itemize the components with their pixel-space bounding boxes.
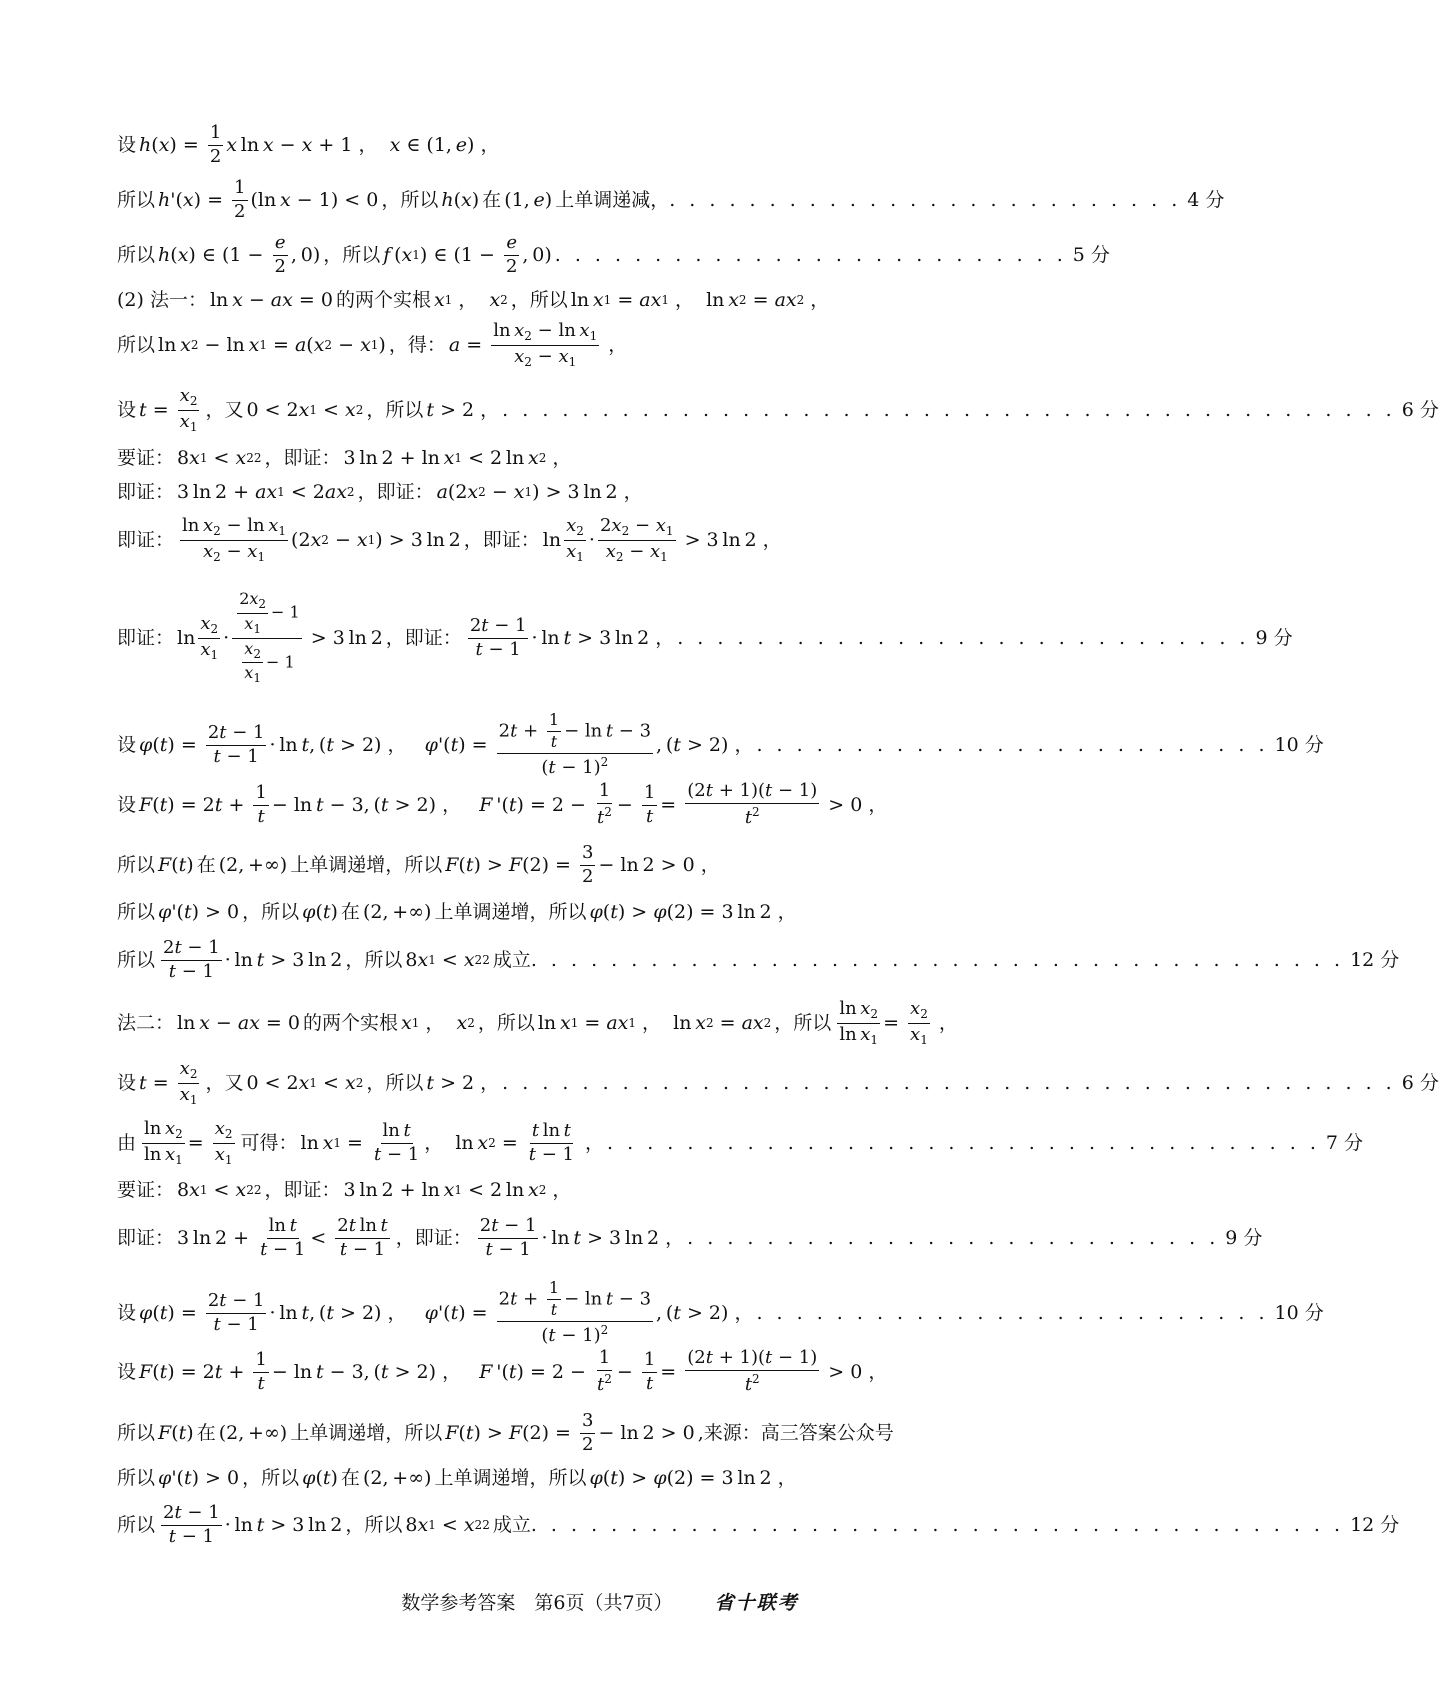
line-20: 即证： 3 ln 2 + $\frac{\text{ln t}}{t - 1}$ < $\frac{\text{2t ln t}}{t - 1}$ ，即证： $\frac{2t - 1}{t - 1}$ · ln t > 3 ln 2 ， . . . . . . . . . . . . . . . . . . . . . . . . . . . 9 分 xyxy=(117,1214,1263,1260)
line-7: 要证： 8 x 1 < x 2 2 ，即证： 3 ln 2 + ln x 1 < 2 ln x 2 ， xyxy=(117,446,572,469)
score: 4 分 xyxy=(1187,188,1225,211)
line-16: 法二： ln x − ax = 0 的两个实根 x 1 ， x 2 ，所以 ln x 1 = ax 1 ， ln x 2 = ax 2 ，所以 $\frac{\ln x_2}{\ln x_1}$ = $\frac{x_2}{x_1}$ ， xyxy=(117,997,958,1047)
line-22: 设 F ( t ) = 2 t + $\frac{1}{t}$ − ln t − 3, ( t > 2) ， F '( t ) = 2 − $\frac{1}{t^2}$ − $\frac{1}{t}$ = $\frac{(2t + 1)(t - 1)}{t^2}$ > 0 ， xyxy=(117,1347,888,1395)
line-14: 所以 φ '( t ) > 0 ，所以 φ ( t ) 在 (2, +∞) 上单调递增，所以 φ ( t ) > φ (2) = 3 ln 2 ， xyxy=(117,900,797,923)
line-25: 所以 $\frac{2t - 1}{t - 1}$ · ln t > 3 ln 2 ，所以 8 x 1 < x 2 2 成立 . . . . . . . . . . . . . . . . . . . . . . . . . . . . . . . . . . . . . . . . . 12 分 xyxy=(117,1501,1400,1547)
line-8: 即证： 3 ln 2 + ax 1 < 2 ax 2 ，即证： a (2 x 2 − x 1 ) > 3 ln 2 ， xyxy=(117,480,643,503)
line-12: 设 F ( t ) = 2 t + $\frac{1}{t}$ − ln t − 3, ( t > 2) ， F '( t ) = 2 − $\frac{1}{t^2}$ − $\frac{1}{t}$ = $\frac{(2t + 1)(t - 1)}{t^2}$ > 0 ， xyxy=(117,780,888,828)
line-11: 设 φ ( t ) = $\frac{2t - 1}{t - 1}$ · ln t , ( t > 2) ， φ '( t ) = 2t + $\frac{1}{t}$ − ln t − 3 $(t - 1)^2$ , ( t > 2) ， . . . . . . . . . . . . . . . . . . . . . . . . . . 10 分 xyxy=(117,710,1324,778)
line-18: 由 $\frac{\ln x_2}{\ln x_1}$ = $\frac{x_2}{x_1}$ 可得： ln x 1 = $\frac{\text{ln t}}{t - 1}$ ， ln x 2 = $\frac{\text{t ln t}}{t - 1}$ ， . . . . . . . . . . . . . . . . . . . . . . . . . . . . . . . . . . . . 7 分 xyxy=(117,1117,1363,1167)
line-24: 所以 φ '( t ) > 0 ，所以 φ ( t ) 在 (2, +∞) 上单调递增，所以 φ ( t ) > φ (2) = 3 ln 2 ， xyxy=(117,1466,797,1489)
footer-brand: 省十联考 xyxy=(714,1592,799,1614)
line-4: (2) 法一： ln x − ax = 0 的两个实根 x 1 ， x 2 ，所以 ln x 1 = ax 1 ， ln x 2 = ax 2 ， xyxy=(117,288,830,311)
line-1 xyxy=(117,121,502,167)
line-3: 所以 h ( x ) ∈ (1 − $\frac{e}{2}$ , 0) ，所以 f ( x 1 ) ∈ (1 − $\frac{e}{2}$ , 0) . . . . . . . . . . . . . . . . . . . . . . . . . . 5 分 xyxy=(117,231,1110,277)
line-19: 要证： 8 x 1 < x 2 2 ，即证： 3 ln 2 + ln x 1 < 2 ln x 2 ， xyxy=(117,1178,572,1201)
page-footer xyxy=(0,1588,1200,1615)
line-13: 所以 F ( t ) 在 (2, +∞) 上单调递增，所以 F ( t ) > F (2) = $\frac{3}{2}$ − ln 2 > 0 ， xyxy=(117,841,720,887)
line-9: 即证： $\frac{\ln x_2 - \ln x_1}{x_2 - x_1}$ (2 x 2 − x 1 ) > 3 ln 2 ，即证： ln $\frac{x_2}{x_1}$ · $\frac{2x_2 - x_1}{x_2 - x_1}$ > 3 ln 2 ， xyxy=(117,514,782,564)
line-17: 设 t = $\frac{x_2}{x_1}$ ，又 0 < 2 x 1 < x 2 ，所以 t > 2 ， . . . . . . . . . . . . . . . . . . . . . . . . . . . . . . . . . . . . . . . . . . . . . 6 分 xyxy=(117,1057,1439,1107)
footer-text: 数学参考答案 第6页（共7页） xyxy=(401,1592,673,1614)
formula: h ( x ) = $\frac{1}{2}$ x ln x − x + 1 ， x ∈ (1, e ) ， xyxy=(139,121,500,167)
prefix: 设 xyxy=(117,133,137,156)
line-21: 设 φ ( t ) = $\frac{2t - 1}{t - 1}$ · ln t , ( t > 2) ， φ '( t ) = 2t + $\frac{1}{t}$ − ln t − 3 $(t - 1)^2$ , ( t > 2) ， . . . . . . . . . . . . . . . . . . . . . . . . . . 10 分 xyxy=(117,1278,1324,1346)
line-23: 所以 F ( t ) 在 (2, +∞) 上单调递增，所以 F ( t ) > F (2) = $\frac{3}{2}$ − ln 2 > 0 ,来源：高三答案公众号 xyxy=(117,1409,894,1455)
line-2: 所以 h '( x ) = $\frac{1}{2}$ (ln x − 1) < 0 ，所以 h ( x ) 在 (1, e ) 上单调递减， . . . . . . . . . . . . . . . . . . . . . . . . . . 4 分 xyxy=(117,176,1225,222)
line-10: 即证： ln $\frac{x_2}{x_1}$ · $\frac{2x_2}{x_1}$ − 1 $\frac{x_2}{x_1}$ − 1 > 3 ln 2 ，即证： $\frac{2t - 1}{t - 1}$ · ln t > 3 ln 2 ， . . . . . . . . . . . . . . . . . . . . . . . . . . . . . 9 分 xyxy=(117,589,1293,686)
source-note: ,来源：高三答案公众号 xyxy=(697,1421,894,1444)
line-5: 所以 ln x 2 − ln x 1 = a ( x 2 − x 1 ) ，得： a = $\frac{\ln x_2 - \ln x_1}{x_2 - x_1}$ ， xyxy=(117,319,628,369)
line-6: 设 t = $\frac{x_2}{x_1}$ ，又 0 < 2 x 1 < x 2 ，所以 t > 2 ， . . . . . . . . . . . . . . . . . . . . . . . . . . . . . . . . . . . . . . . . . . . . . 6 分 xyxy=(117,384,1439,434)
line-15: 所以 $\frac{2t - 1}{t - 1}$ · ln t > 3 ln 2 ，所以 8 x 1 < x 2 2 成立 . . . . . . . . . . . . . . . . . . . . . . . . . . . . . . . . . . . . . . . . . 12 分 xyxy=(117,936,1400,982)
